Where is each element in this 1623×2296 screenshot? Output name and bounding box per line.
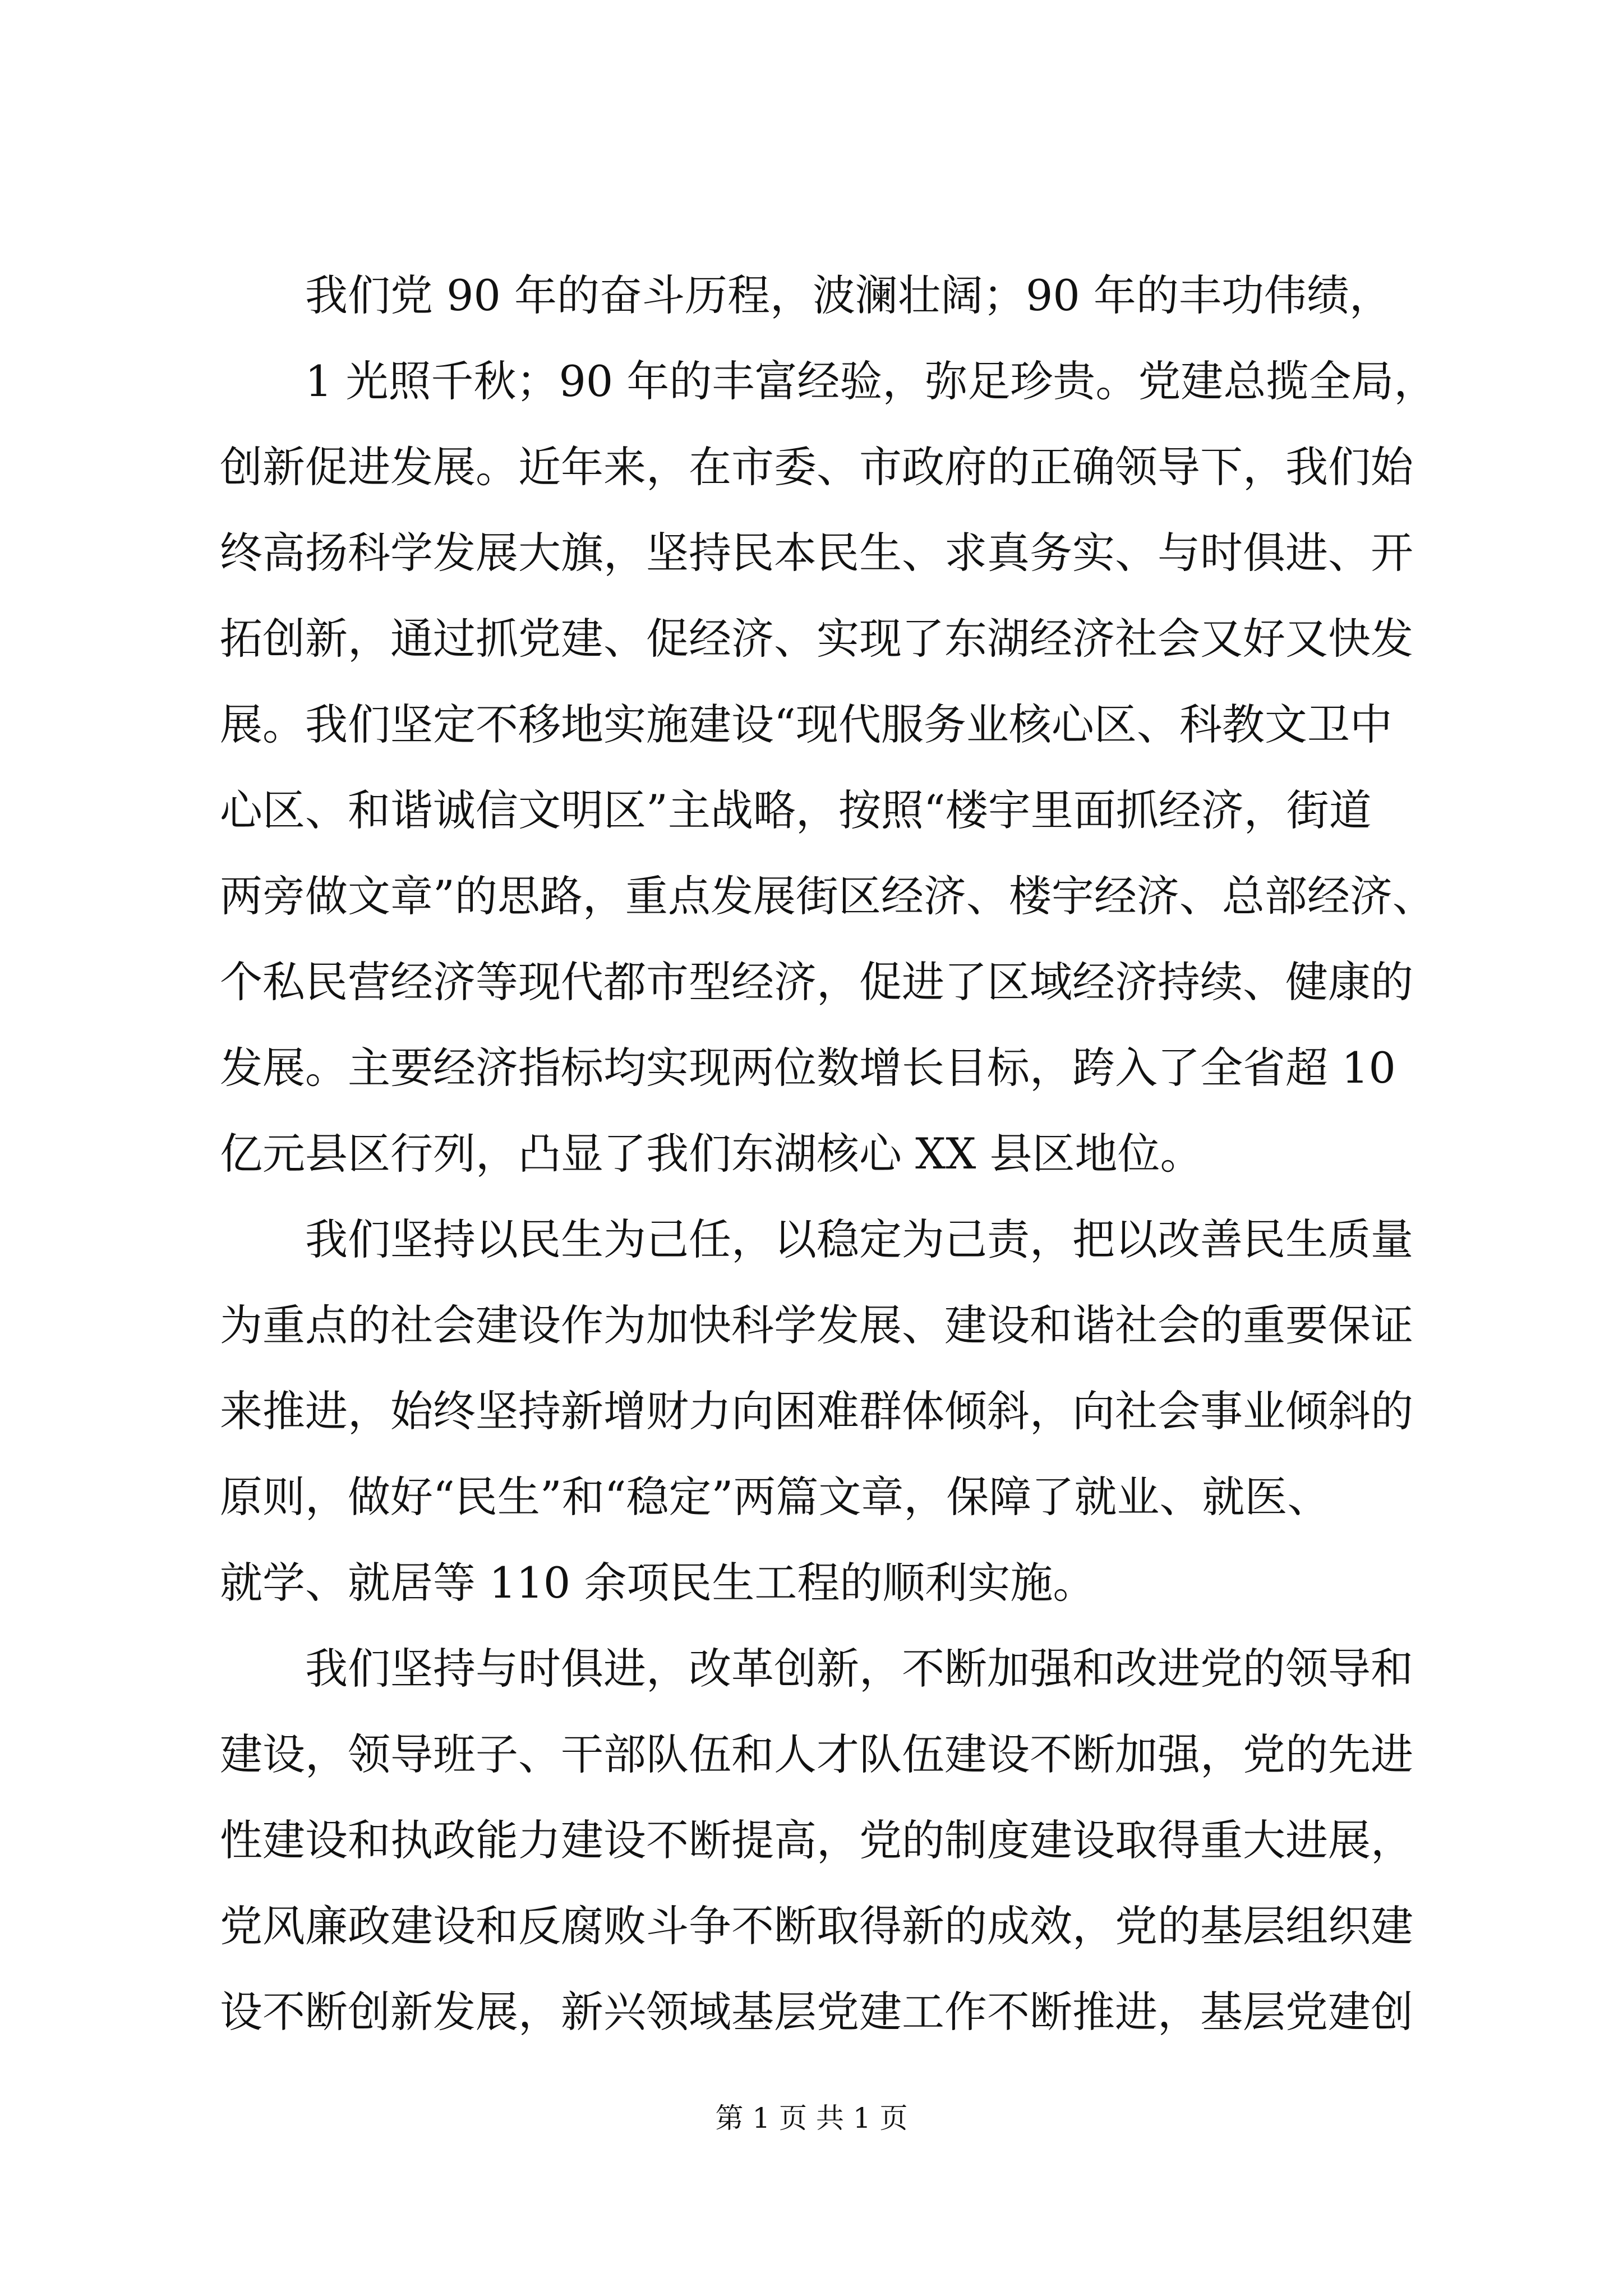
paragraph-line: 个私民营经济等现代都市型经济，促进了区域经济持续、健康的 (220, 957, 1413, 1007)
paragraph-line: 创新促进发展。近年来，在市委、市政府的正确领导下，我们始 (220, 442, 1413, 492)
paragraph-line: 我们坚持与时俱进，改革创新，不断加强和改进党的领导和 (305, 1644, 1413, 1694)
paragraph-1 (220, 252, 1420, 338)
paragraph-line: 为重点的社会建设作为加快科学发展、建设和谐社会的重要保证 (220, 1300, 1413, 1350)
paragraph-line: 来推进，始终坚持新增财力向困难群体倾斜，向社会事业倾斜的 (220, 1386, 1413, 1436)
page-footer (0, 2101, 1623, 2135)
paragraph-line: 我们坚持以民生为己任，以稳定为己责，把以改善民生质量 (305, 1214, 1413, 1264)
paragraph-line: 终高扬科学发展大旗，坚持民本民生、求真务实、与时俱进、开 (220, 528, 1413, 578)
paragraph-line: 就学、就居等 110 余项民生工程的顺利实施。 (220, 1558, 1096, 1608)
paragraph-line: 建设，领导班子、干部队伍和人才队伍建设不断加强，党的先进 (220, 1729, 1413, 1779)
paragraph-line: 党风廉政建设和反腐败斗争不断取得新的成效，党的基层组织建 (220, 1901, 1413, 1951)
paragraph-line: 1 光照千秋；90 年的丰富经验，弥足珍贵。党建总揽全局， (305, 356, 1437, 406)
document-body (220, 252, 1437, 2055)
paragraph-line: 我们党 90 年的奋斗历程，波澜壮阔；90 年的丰功伟绩， (305, 270, 1392, 320)
paragraph-4 (220, 1626, 1420, 2055)
paragraph-2 (220, 338, 1437, 1197)
paragraph-line: 设不断创新发展，新兴领域基层党建工作不断推进，基层党建创 (220, 1987, 1413, 2037)
paragraph-3 (220, 1197, 1420, 1626)
paragraph-line: 原则，做好“民生”和“稳定”两篇文章，保障了就业、就医、 (220, 1472, 1330, 1522)
paragraph-line: 心区、和谐诚信文明区”主战略，按照“楼宇里面抓经济，街道 (220, 785, 1372, 835)
paragraph-line: 发展。主要经济指标均实现两位数增长目标，跨入了全省超 10 (220, 1043, 1396, 1093)
paragraph-line: 亿元县区行列，凸显了我们东湖核心 XX 县区地位。 (220, 1129, 1203, 1179)
page-number-label: 第 1 页 共 1 页 (715, 2102, 908, 2134)
paragraph-line: 拓创新，通过抓党建、促经济、实现了东湖经济社会又好又快发 (220, 614, 1413, 664)
paragraph-line: 性建设和执政能力建设不断提高，党的制度建设取得重大进展， (220, 1815, 1413, 1865)
paragraph-line: 展。我们坚定不移地实施建设“现代服务业核心区、科教文卫中 (220, 700, 1393, 749)
paragraph-line: 两旁做文章”的思路，重点发展街区经济、楼宇经济、总部经济、 (220, 871, 1435, 921)
